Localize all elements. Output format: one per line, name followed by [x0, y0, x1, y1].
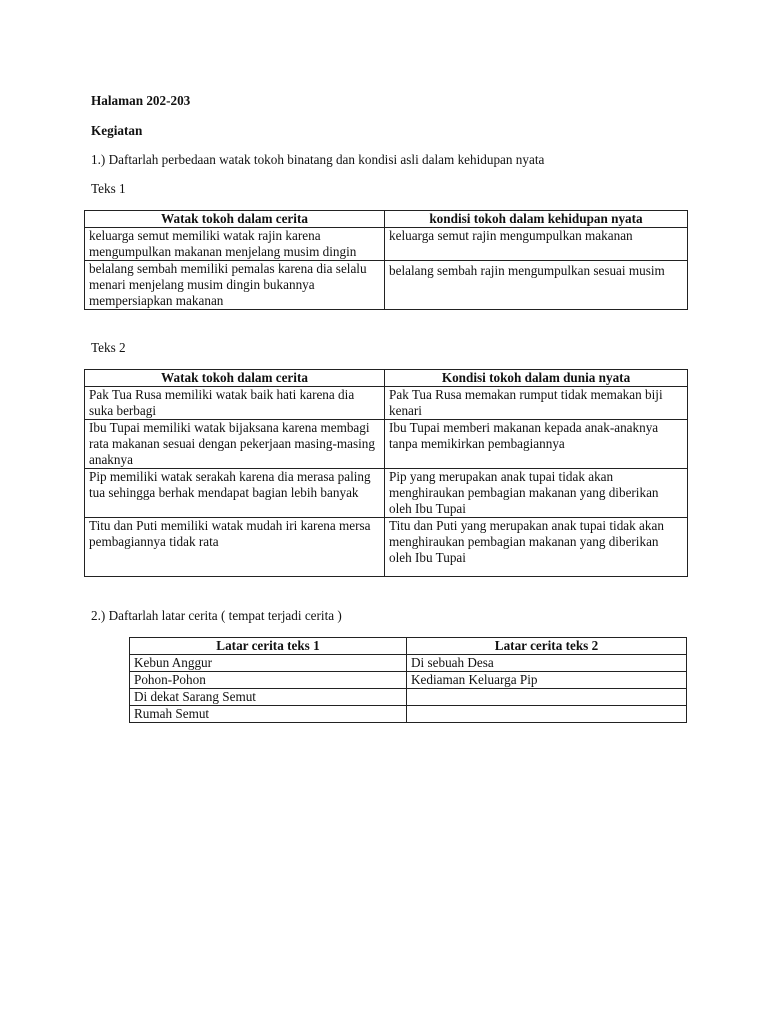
table-cell: Pip yang merupakan anak tupai tidak akan menghiraukan pembagian makanan yang diberikan oleh Ibu Tupai: [385, 469, 688, 518]
column-header: Kondisi tokoh dalam dunia nyata: [385, 370, 688, 387]
table-cell: Pohon-Pohon: [130, 672, 407, 689]
column-header: Latar cerita teks 1: [130, 638, 407, 655]
table-cell: Ibu Tupai memiliki watak bijaksana karena membagi rata makanan sesuai dengan pekerjaan masing-masing anaknya: [85, 420, 385, 469]
table-row: [85, 469, 688, 518]
table-row: [85, 518, 688, 577]
text-1-table: [84, 210, 688, 310]
table-cell: Kebun Anggur: [130, 655, 407, 672]
table-row: [130, 655, 687, 672]
table-row: [85, 420, 688, 469]
table-cell: [407, 689, 687, 706]
table-cell: belalang sembah rajin mengumpulkan sesuai musim: [385, 261, 688, 310]
table-header-row: [130, 638, 687, 655]
table-cell: keluarga semut rajin mengumpulkan makanan: [385, 228, 688, 261]
table-row: [130, 672, 687, 689]
column-header: Latar cerita teks 2: [407, 638, 687, 655]
table-row: [130, 689, 687, 706]
table-row: [85, 387, 688, 420]
table-cell: Di sebuah Desa: [407, 655, 687, 672]
table-cell: Pip memiliki watak serakah karena dia merasa paling tua sehingga berhak mendapat bagian lebih banyak: [85, 469, 385, 518]
text-2-label: Teks 2: [91, 340, 126, 355]
table-row: [85, 261, 688, 310]
table-cell: Ibu Tupai memberi makanan kepada anak-anaknya tanpa memikirkan pembagiannya: [385, 420, 688, 469]
table-cell: Di dekat Sarang Semut: [130, 689, 407, 706]
table-header-row: [85, 370, 688, 387]
question-1: 1.) Daftarlah perbedaan watak tokoh binatang dan kondisi asli dalam kehidupan nyata: [91, 152, 545, 167]
page-heading: Halaman 202-203: [91, 93, 191, 108]
text-1-label: Teks 1: [91, 181, 126, 196]
table-cell: Rumah Semut: [130, 706, 407, 723]
table-cell: Titu dan Puti yang merupakan anak tupai tidak akan menghiraukan pembagian makanan yang diberikan oleh Ibu Tupai: [385, 518, 688, 577]
table-cell: Pak Tua Rusa memakan rumput tidak memakan biji kenari: [385, 387, 688, 420]
table-cell: Kediaman Keluarga Pip: [407, 672, 687, 689]
text-2-table: [84, 369, 688, 577]
table-cell: Pak Tua Rusa memiliki watak baik hati karena dia suka berbagi: [85, 387, 385, 420]
table-row: [130, 706, 687, 723]
section-title: Kegiatan: [91, 123, 143, 138]
question-2: 2.) Daftarlah latar cerita ( tempat terjadi cerita ): [91, 608, 342, 623]
setting-table: [129, 637, 687, 723]
column-header: kondisi tokoh dalam kehidupan nyata: [385, 211, 688, 228]
column-header: Watak tokoh dalam cerita: [85, 211, 385, 228]
table-cell: keluarga semut memiliki watak rajin karena mengumpulkan makanan menjelang musim dingin: [85, 228, 385, 261]
column-header: Watak tokoh dalam cerita: [85, 370, 385, 387]
table-cell: belalang sembah memiliki pemalas karena dia selalu menari menjelang musim dingin bukannya mempersiapkan makanan: [85, 261, 385, 310]
table-cell: Titu dan Puti memiliki watak mudah iri karena mersa pembagiannya tidak rata: [85, 518, 385, 577]
table-cell: [407, 706, 687, 723]
table-row: [85, 228, 688, 261]
table-header-row: [85, 211, 688, 228]
